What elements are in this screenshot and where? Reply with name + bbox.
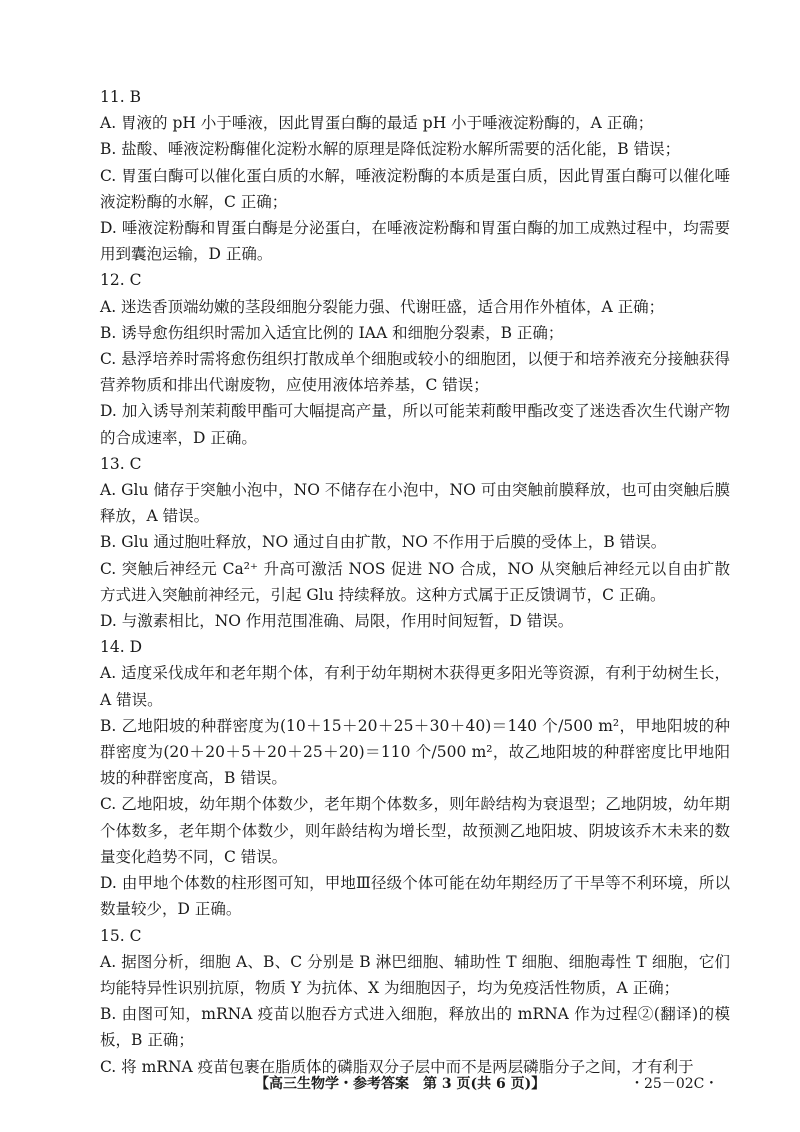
answer-option: A. Glu 储存于突触小泡中，NO 不储存在小泡中，NO 可由突触前膜释放，也可由突触后膜释放，A 错误。 [100,481,730,526]
footer-code: ・25－02C・ [630,1076,719,1092]
answer-option: B. 盐酸、唾液淀粉酶催化淀粉水解的原理是降低淀粉水解所需要的活化能，B 错误； [100,140,681,159]
answer-option: B. 乙地阳坡的种群密度为(10＋15＋20＋25＋30＋40)＝140 个/500 m²，甲地阳坡的种群密度为(20＋20＋5＋20＋25＋20)＝110 个/500 m²，故乙地阳坡的种群密度比甲地阳坡的种群密度高，B 错误。 [100,716,730,788]
question-block [100,451,730,634]
answer-option: A. 适度采伐成年和老年期个体，有利于幼年期树木获得更多阳光等资源，有利于幼树生长，A 错误。 [100,664,730,709]
answer-option: A. 迷迭香顶端幼嫩的茎段细胞分裂能力强、代谢旺盛，适合用作外植体，A 正确； [100,297,665,316]
answer-option: C. 突触后神经元 Ca²⁺ 升高可激活 NOS 促进 NO 合成，NO 从突触后神经元以自由扩散方式进入突触前神经元，引起 Glu 持续释放。这种方式属于正反馈调节，C 正确。 [100,559,730,604]
answer-content [100,84,730,1080]
question-block [100,267,730,450]
answer-option: D. 加入诱导剂茉莉酸甲酯可大幅提高产量，所以可能茉莉酸甲酯改变了迷迭香次生代谢产物的合成速率，D 正确。 [100,402,730,447]
answer-option: D. 与激素相比，NO 作用范围准确、局限，作用时间短暂，D 错误。 [100,612,574,631]
page-footer [0,1072,800,1096]
answer-option: B. 由图可知，mRNA 疫苗以胞吞方式进入细胞，释放出的 mRNA 作为过程②(翻译)的模板，B 正确； [100,1005,730,1050]
answer-option: C. 将 mRNA 疫苗包裹在脂质体的磷脂双分子层中而不是两层磷脂分子之间，才有利于 [100,1057,694,1076]
answer-option: B. 诱导愈伤组织时需加入适宜比例的 IAA 和细胞分裂素，B 正确； [100,323,564,342]
answer-option: D. 唾液淀粉酶和胃蛋白酶是分泌蛋白，在唾液淀粉酶和胃蛋白酶的加工成熟过程中，均需要用到囊泡运输，D 正确。 [100,219,730,264]
answer-option: C. 悬浮培养时需将愈伤组织打散成单个细胞或较小的细胞团，以便于和培养液充分接触获得营养物质和排出代谢废物，应使用液体培养基，C 错误； [100,350,730,395]
question-number: 13. C [100,454,142,473]
answer-option: A. 据图分析，细胞 A、B、C 分别是 B 淋巴细胞、辅助性 T 细胞、细胞毒性 T 细胞，它们均能特异性识别抗原，物质 Y 为抗体、X 为细胞因子，均为免疫活性物质，A 正确； [100,952,730,997]
answer-option: B. Glu 通过胞吐释放，NO 通过自由扩散，NO 不作用于后膜的受体上，B 错误。 [100,533,667,552]
question-number: 14. D [100,638,143,657]
answer-option: C. 乙地阳坡，幼年期个体数少，老年期个体数多，则年龄结构为衰退型；乙地阴坡，幼年期个体数多，老年期个体数少，则年龄结构为增长型，故预测乙地阳坡、阴坡该乔木未来的数量变化趋势不同，C 错误。 [100,795,730,866]
question-number: 11. B [100,88,141,106]
question-block [100,634,730,922]
question-block [100,923,730,1080]
answer-option: A. 胃液的 pH 小于唾液，因此胃蛋白酶的最适 pH 小于唾液淀粉酶的，A 正确； [100,114,654,133]
question-number: 12. C [100,271,142,290]
question-number: 15. C [100,926,142,945]
footer-title: 【高三生物学・参考答案 第 3 页(共 6 页)】 [255,1076,546,1092]
answer-option: D. 由甲地个体数的柱形图可知，甲地Ⅲ径级个体可能在幼年期经历了干旱等不利环境，所以数量较少，D 正确。 [100,874,730,919]
question-block [100,84,730,267]
answer-option: C. 胃蛋白酶可以催化蛋白质的水解，唾液淀粉酶的本质是蛋白质，因此胃蛋白酶可以催化唾液淀粉酶的水解，C 正确； [100,166,730,211]
